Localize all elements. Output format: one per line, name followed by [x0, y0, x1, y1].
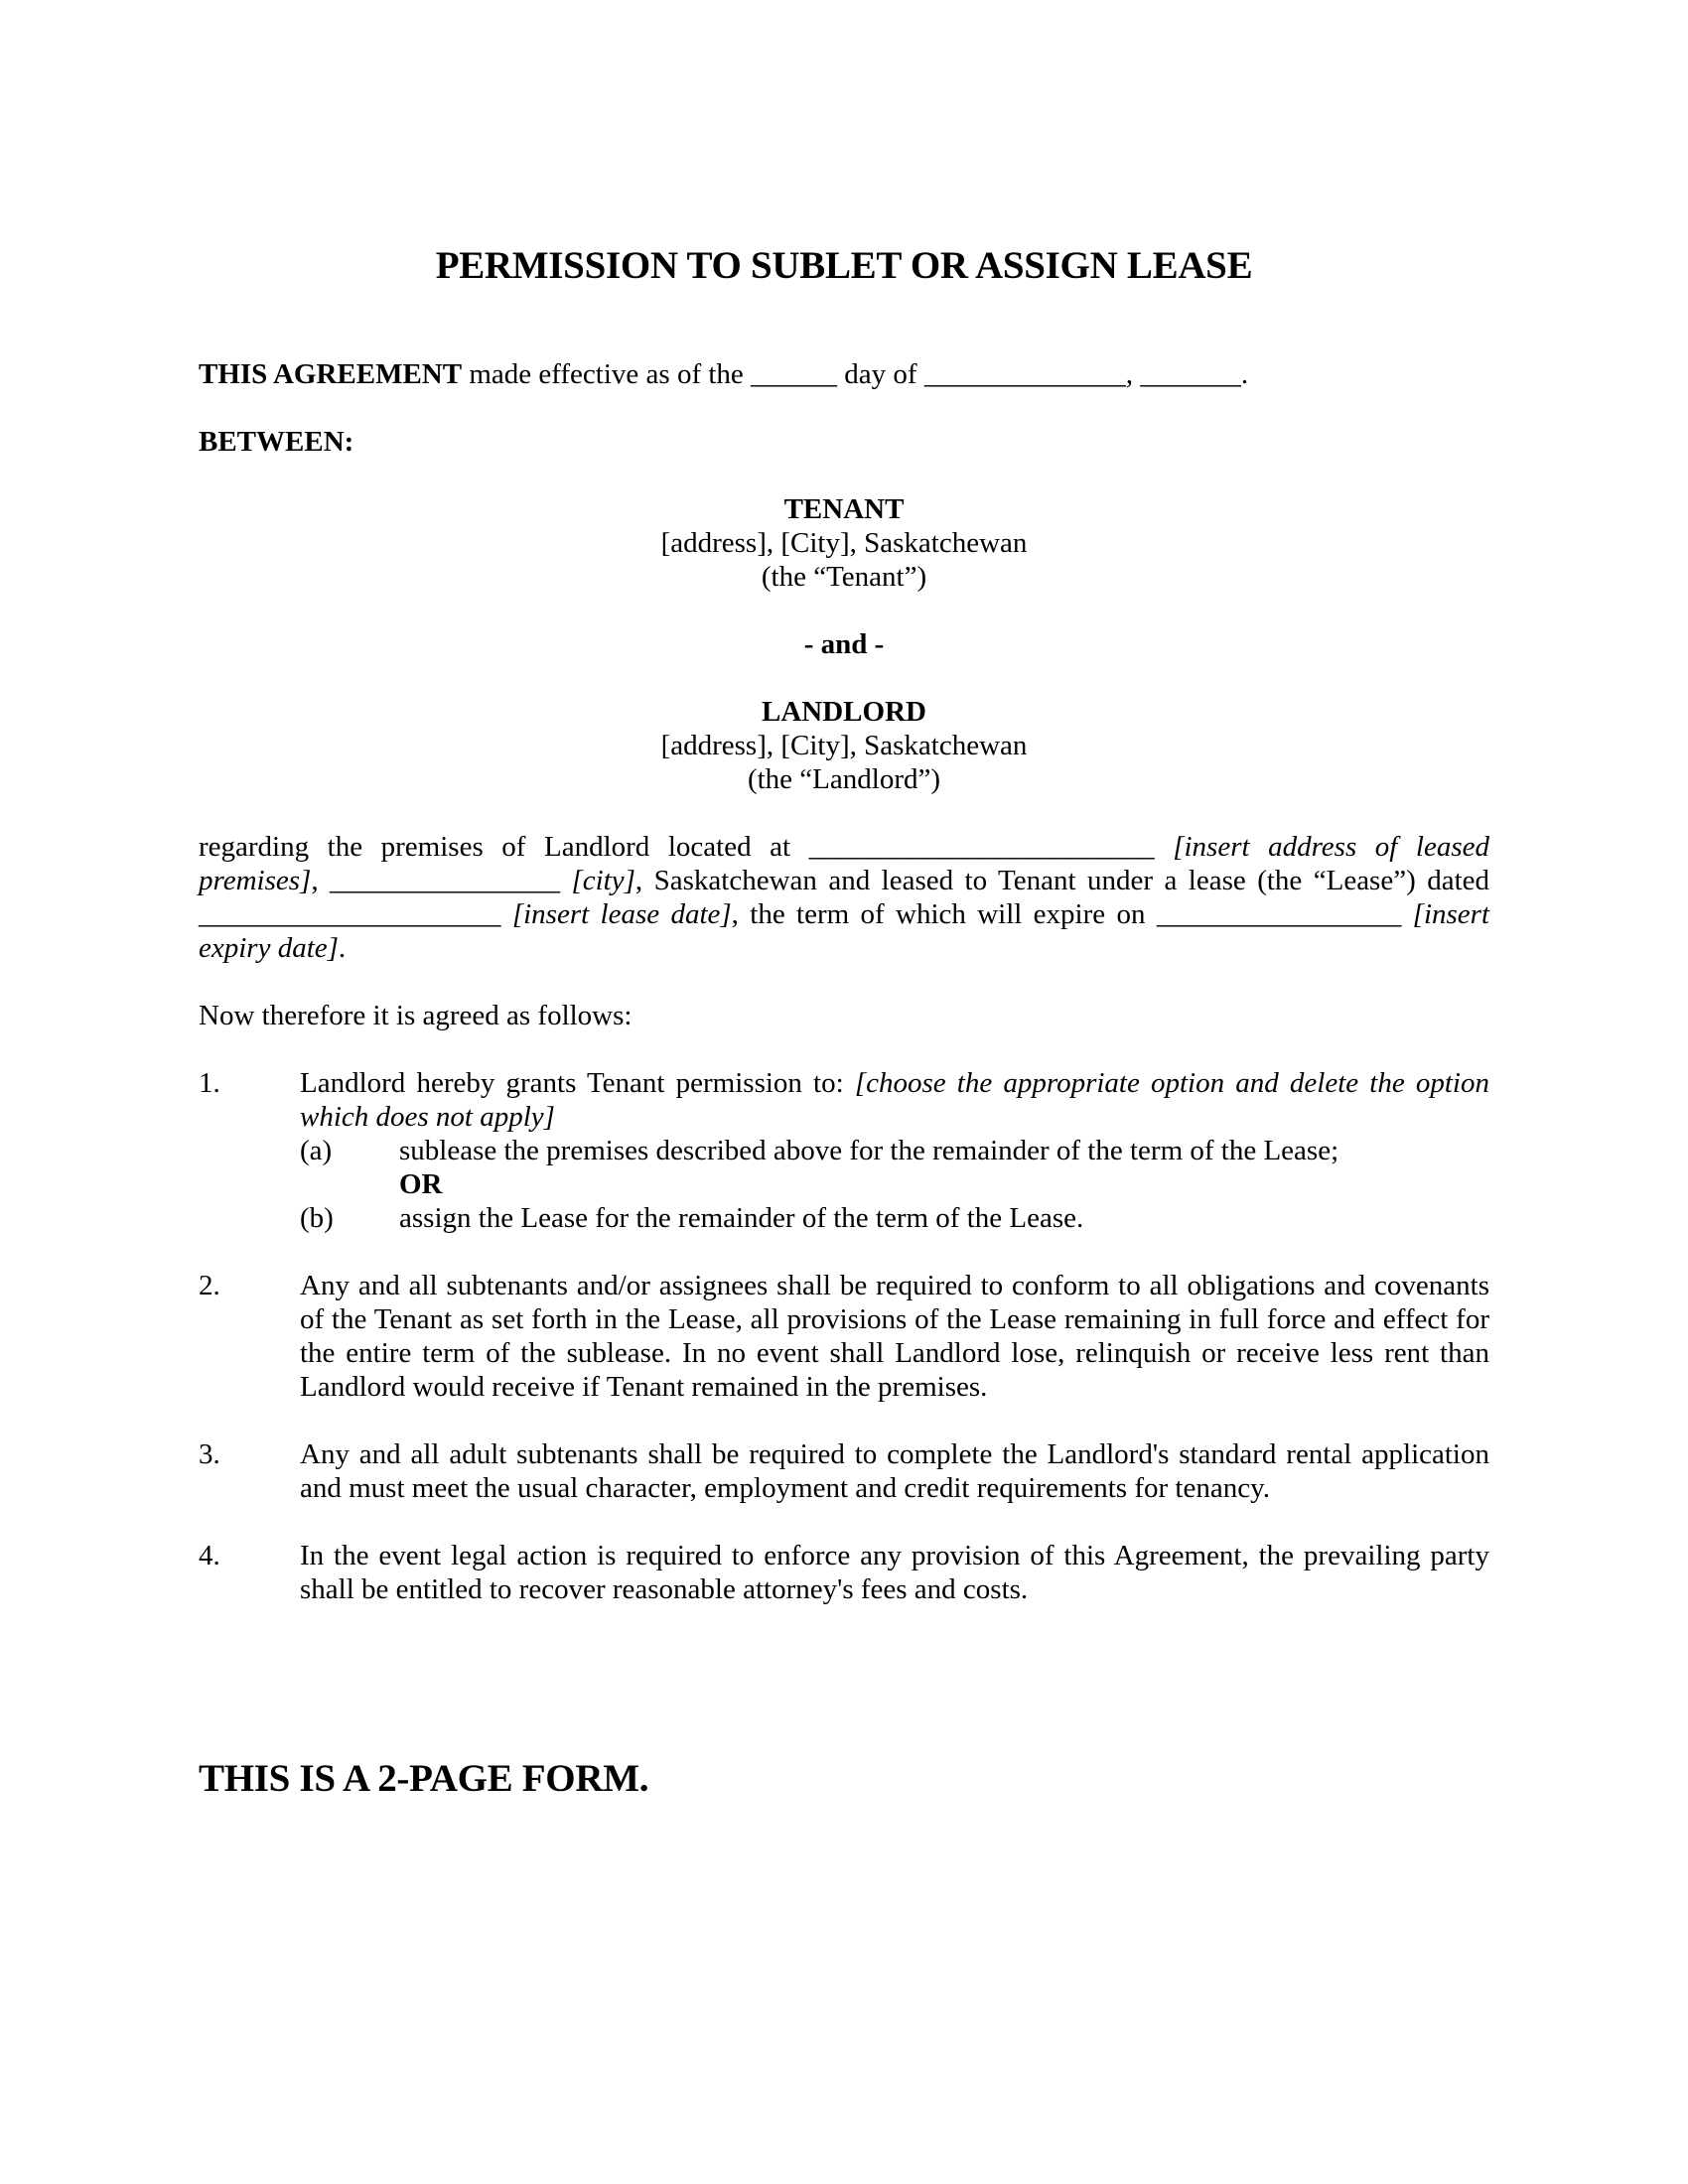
item-number: 4.	[199, 1540, 220, 1571]
landlord-address: [address], [City], Saskatchewan	[660, 730, 1028, 761]
subitem-b-text: assign the Lease for the remainder of the term of the Lease.	[399, 1202, 1084, 1234]
premises-text-3: , Saskatchewan and leased to Tenant under a lease (the “Lease”) dated	[634, 865, 1489, 896]
item-number: 1.	[199, 1067, 220, 1099]
fill-in-blank-city: ________________	[330, 865, 561, 896]
item-number: 2.	[199, 1270, 220, 1301]
subitem-body	[399, 1134, 1489, 1201]
tenant-party-block	[199, 492, 1489, 594]
space-run	[1401, 898, 1412, 930]
list-item-4	[199, 1539, 1489, 1606]
tenant-address: [address], [City], Saskatchewan	[660, 527, 1028, 559]
now-therefore-line: Now therefore it is agreed as follows:	[199, 1000, 633, 1031]
fill-in-blank-lease-date: _____________________	[199, 898, 501, 930]
fill-in-blank-address: ________________________	[808, 831, 1155, 863]
document-title: PERMISSION TO SUBLET OR ASSIGN LEASE	[435, 244, 1253, 287]
subitem-a	[300, 1134, 1489, 1201]
space-run	[1155, 831, 1174, 863]
insert-hint-address: [insert address of leased premises]	[199, 831, 1490, 896]
subitem-body	[399, 1201, 1489, 1235]
item-1-lead-roman: Landlord hereby grants Tenant permission to:	[300, 1067, 855, 1099]
premises-text-5: .	[338, 932, 347, 964]
item-body: In the event legal action is required to enforce any provision of this Agreement, the prevailing party shall be entitled to recover reasonable attorney's fees and costs.	[300, 1540, 1489, 1605]
fill-in-blank-year: _______	[1140, 358, 1241, 390]
and-separator: - and -	[803, 628, 885, 660]
agreement-line	[199, 357, 1489, 391]
page-count-note: THIS IS A 2-PAGE FORM.	[199, 1757, 649, 1800]
fill-in-blank-expiry: _________________	[1156, 898, 1402, 930]
item-1-lead-italic: [choose the appropriate option and delete the option which does not apply]	[300, 1067, 1489, 1133]
list-item-2	[199, 1269, 1489, 1404]
agreement-text-2: day of	[837, 358, 924, 390]
list-item-3	[199, 1437, 1489, 1505]
fill-in-blank-month: ______________	[923, 358, 1126, 390]
fill-in-blank-day: ______	[751, 358, 838, 390]
landlord-name: LANDLORD	[762, 696, 926, 728]
item-1-lead	[300, 1066, 1489, 1134]
item-body: Any and all subtenants and/or assignees shall be required to conform to all obligations and covenants of the Tenant as set forth in the Lease, all provisions of the Lease remaining in full force and effect for the entire term of the sublease. In no event shall Landlord lose, relinquish or receive less rent than Landlord would receive if Tenant remained in the premises.	[300, 1270, 1489, 1403]
space-run	[560, 865, 571, 896]
agreement-bold-lead: THIS AGREEMENT	[199, 358, 463, 390]
space-run	[501, 898, 512, 930]
subitem-a-text: sublease the premises described above for the remainder of the term of the Lease;	[399, 1135, 1339, 1166]
agreement-text-4: .	[1240, 358, 1249, 390]
landlord-alias: (the “Landlord”)	[747, 763, 941, 795]
tenant-name: TENANT	[783, 493, 905, 525]
tenant-alias: (the “Tenant”)	[761, 561, 927, 593]
between-label: BETWEEN:	[199, 426, 354, 458]
premises-text-4: , the term of which will expire on	[731, 898, 1157, 930]
agreement-text-3: ,	[1125, 358, 1141, 390]
subitem-label: (a)	[300, 1135, 333, 1166]
subitem-label: (b)	[300, 1202, 334, 1234]
premises-text-2: ,	[311, 865, 331, 896]
premises-paragraph	[199, 830, 1489, 965]
or-label: OR	[399, 1168, 443, 1200]
insert-hint-expiry: [insert expiry date]	[199, 898, 1489, 964]
landlord-party-block	[199, 695, 1489, 796]
insert-hint-city: [city]	[571, 865, 635, 896]
premises-text-1: regarding the premises of Landlord located at	[199, 831, 809, 863]
subitem-b	[300, 1201, 1489, 1235]
item-number: 3.	[199, 1438, 220, 1470]
insert-hint-lease-date: [insert lease date]	[511, 898, 732, 930]
agreement-text-1: made effective as of the	[462, 358, 752, 390]
item-body	[300, 1066, 1489, 1235]
item-body: Any and all adult subtenants shall be required to complete the Landlord's standard rental application and must meet the usual character, employment and credit requirements for tenancy.	[300, 1438, 1489, 1504]
list-item-1	[199, 1066, 1489, 1235]
